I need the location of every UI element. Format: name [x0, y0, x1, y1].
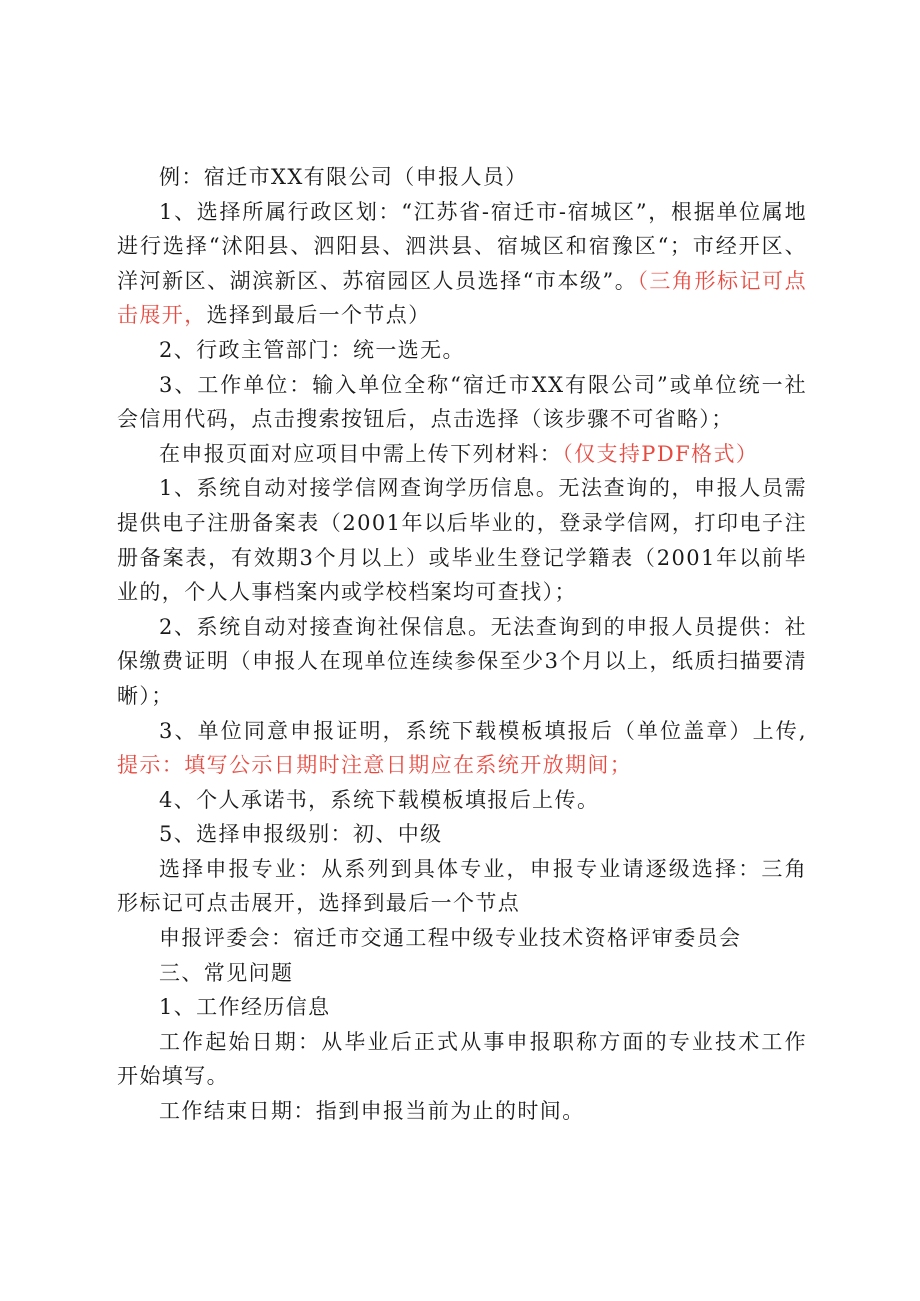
review-committee: 申报评委会：宿迁市交通工程中级专业技术资格评审委员会 — [159, 926, 742, 951]
unit-consent-text: 3、单位同意申报证明，系统下载模板填报后（单位盖章）上传, — [159, 718, 807, 743]
step-region-note: （三角形标记可点击展开， — [117, 268, 807, 328]
material-social-security: 2、系统自动对接查询社保信息。无法查询到的申报人员提供：社保缴费证明（申报人在现单位连续参保至少3个月以上，纸质扫描要清晰）； — [117, 614, 807, 708]
step-region-paragraph — [117, 195, 807, 333]
faq-end-date: 工作结束日期：指到申报当前为止的时间。 — [159, 1099, 585, 1124]
material-level: 5、选择申报级别：初、中级 — [159, 822, 443, 847]
unit-consent-tip: 提示：填写公示日期时注意日期应在系统开放期间； — [117, 753, 633, 778]
section-faq-heading: 三、常见问题 — [159, 960, 294, 985]
step-department: 2、行政主管部门：统一选无。 — [159, 337, 465, 362]
document-body — [117, 160, 807, 1129]
select-major: 选择申报专业：从系列到具体专业，申报专业请逐级选择：三角形标记可点击展开，选择到最后一个节点 — [117, 856, 807, 916]
step-region-text: 1、选择所属行政区划：“江苏省-宿迁市-宿城区”，根据单位属地进行选择“沭阳县、泗阳县、泗洪县、宿城区和宿豫区“；市经开区、洋河新区、湖滨新区、苏宿园区人员选择“市本级”。 — [117, 199, 807, 293]
faq-start-date: 工作起始日期：从毕业后正式从事申报职称方面的专业技术工作开始填写。 — [117, 1029, 807, 1089]
step-work-unit: 3、工作单位：输入单位全称“宿迁市XX有限公司”或单位统一社会信用代码，点击搜索按钮后，点击选择（该步骤不可省略）； — [117, 372, 807, 432]
example-line: 例：宿迁市XX有限公司（申报人员） — [159, 165, 528, 189]
material-unit-consent — [117, 714, 807, 783]
upload-intro-text: 在申报页面对应项目中需上传下列材料： — [159, 441, 563, 466]
faq-work-history: 1、工作经历信息 — [159, 995, 331, 1020]
material-education: 1、系统自动对接学信网查询学历信息。无法查询的，申报人员需提供电子注册备案表（2001年以后毕业的，登录学信网，打印电子注册备案表，有效期3个月以上）或毕业生登记学籍表（2001年以前毕业的，个人人事档案内或学校档案均可查找）； — [117, 476, 807, 605]
upload-format-note: （仅支持PDF格式） — [562, 441, 759, 466]
material-commitment: 4、个人承诺书，系统下载模板填报后上传。 — [159, 787, 600, 812]
step-region-tail: 选择到最后一个节点） — [206, 303, 431, 328]
upload-intro — [117, 437, 807, 472]
